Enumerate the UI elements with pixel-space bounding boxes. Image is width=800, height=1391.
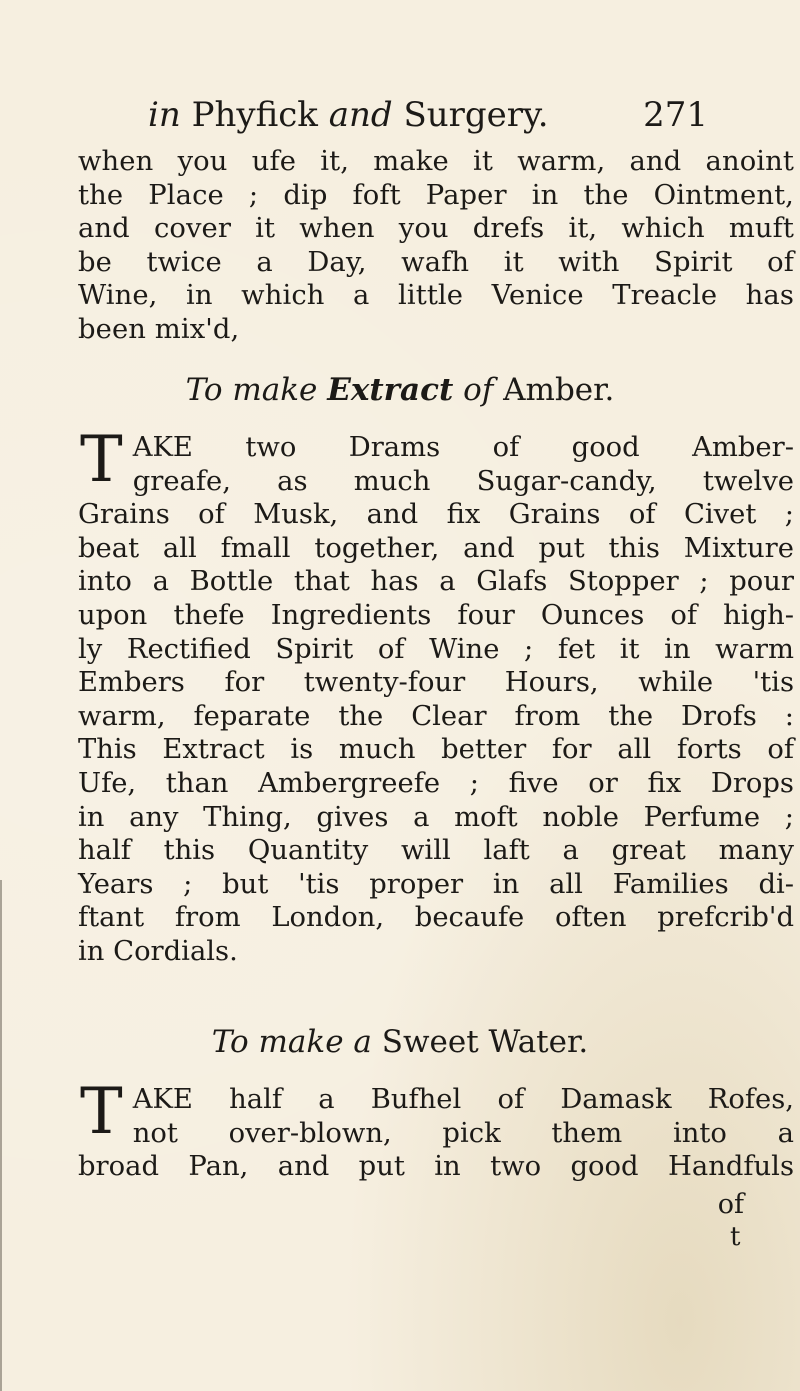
catchword: of (717, 1189, 744, 1220)
paragraph-amber-recipe (78, 423, 794, 969)
text-line: ftant from London, becaufe often prefcrib'd (78, 902, 794, 934)
text-line: ly Rectified Spirit of Wine ; fet it in warm (78, 633, 794, 665)
heading-to: To (185, 372, 223, 408)
running-head-rest: Surgery. (403, 95, 549, 135)
text-line: and cover it when you drefs it, which muft (78, 213, 794, 245)
paragraph-ointment (78, 145, 794, 347)
text-line: Grains of Musk, and fix Grains of Civet ; (78, 499, 794, 531)
text-line: in Cordials. (78, 935, 238, 967)
heading-sweet-water (0, 1022, 800, 1062)
text-line: when you ufe it, make it warm, and anoint (78, 146, 794, 177)
text-line: not over-blown, pick them into a (132, 1117, 794, 1149)
text-line: been mix'd, (78, 313, 240, 345)
heading-subject: Sweet Water. (381, 1024, 589, 1060)
text-line: Years ; but 'tis proper in all Families di- (78, 868, 794, 900)
running-head-title: Phyfick (191, 95, 318, 135)
running-head-prefix: in (148, 95, 181, 135)
text-line: half this Quantity will laft a great many (78, 835, 794, 867)
text-line: Wine, in which a little Venice Treacle has (78, 280, 794, 312)
text-line: upon thefe Ingredients four Ounces of high- (78, 599, 794, 631)
heading-of: of (463, 372, 494, 408)
text-line: AKE two Drams of good Amber- (132, 432, 794, 463)
page-number: 271 (643, 95, 708, 135)
text-line: Embers for twenty-four Hours, while 'tis (78, 667, 794, 699)
text-line: greafe, as much Sugar-candy, twelve (132, 465, 794, 497)
text-line: warm, feparate the Clear from the Drofs : (78, 700, 794, 732)
text-line: broad Pan, and put in two good Handfuls (78, 1151, 794, 1183)
text-line: in any Thing, gives a moft noble Perfume ; (78, 801, 794, 833)
text-line: AKE half a Bufhel of Damask Rofes, (132, 1084, 794, 1115)
text-line: beat all fmall together, and put this Mixture (78, 532, 794, 564)
text-line: the Place ; dip foft Paper in the Ointment, (78, 179, 794, 211)
heading-extract: Extract (327, 372, 454, 408)
drop-cap: T (80, 423, 123, 497)
heading-to: To (211, 1024, 249, 1060)
heading-a: a (353, 1024, 372, 1060)
running-head-conj: and (328, 95, 393, 135)
text-line: This Extract is much better for all forts of (78, 734, 794, 766)
text-line: be twice a Day, wafh it with Spirit of (78, 246, 794, 278)
binding-edge (0, 880, 16, 1391)
heading-subject: Amber. (503, 372, 615, 408)
paragraph-sweet-water-recipe (78, 1075, 794, 1184)
heading-make: make (232, 372, 318, 408)
heading-extract-of-amber (0, 370, 800, 410)
signature-mark: t (730, 1222, 741, 1252)
heading-make: make (258, 1024, 344, 1060)
running-head (148, 92, 708, 138)
drop-cap: T (80, 1075, 123, 1149)
text-line: into a Bottle that has a Glafs Stopper ; pour (78, 566, 794, 598)
text-line: Ufe, than Ambergreefe ; five or fix Drops (78, 767, 794, 799)
